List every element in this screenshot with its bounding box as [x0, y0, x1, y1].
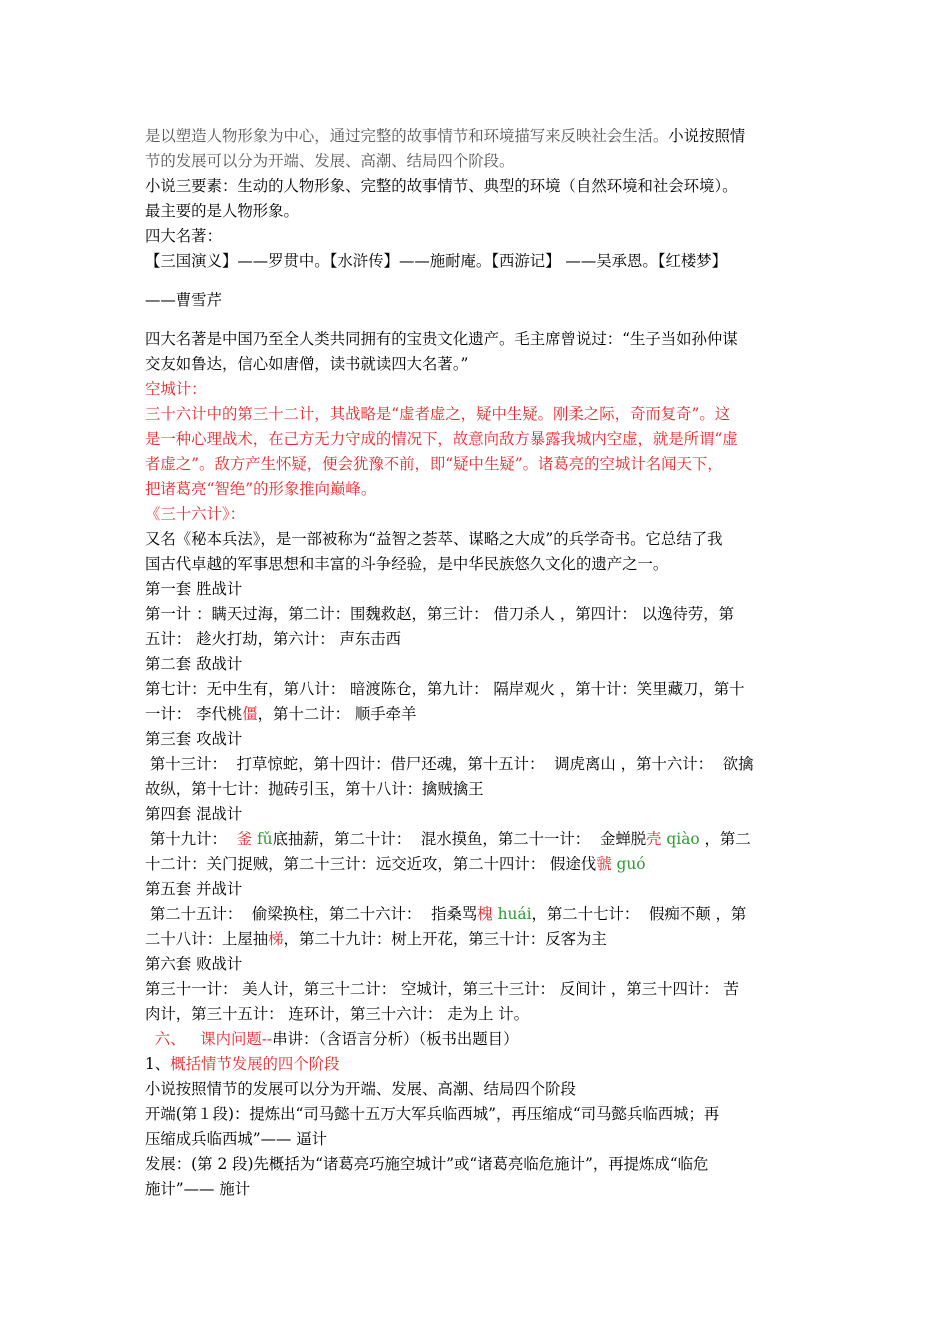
intro-line — [145, 124, 810, 149]
set-title: 第三套 攻战计 — [145, 730, 243, 748]
set-title: 第四套 混战计 — [145, 805, 243, 823]
strategy-line — [145, 852, 810, 877]
intro-line: 节的发展可以分为开端、发展、高潮、结局四个阶段。 — [145, 152, 515, 170]
strategy-line — [145, 827, 810, 852]
strategy-line: 肉计，第三十五计： 连环计，第三十六计： 走为上 计。 — [145, 1005, 530, 1023]
highlight-character: 槐 — [477, 905, 493, 923]
masterpieces-authors: ——曹雪芹 — [145, 291, 222, 309]
pinyin-annotation: huái — [492, 905, 532, 923]
strategy-text: 底抽薪，第二十计： 混水摸鱼，第二十一计： 金蝉脱 — [272, 830, 647, 848]
set-title: 第五套 并战计 — [145, 880, 243, 898]
lecture-title — [145, 1027, 810, 1052]
strategy-line: 五计： 趁火打劫，第六计： 声东击西 — [145, 630, 402, 648]
highlight-character: 梯 — [268, 930, 284, 948]
strategy-line — [145, 902, 810, 927]
kongcheng-text: 三十六计中的第三十二计，其战略是“虚者虚之，疑中生疑。刚柔之际，奇而复奇”。这 — [145, 405, 731, 423]
answer-text: 施计”—— 施计 — [145, 1180, 251, 1198]
strategy-line — [145, 927, 810, 952]
kongcheng-text: 是一种心理战术，在己方无力守成的情况下，故意向敌方暴露我城内空虚，就是所谓“虚 — [145, 430, 738, 448]
spacer — [145, 274, 810, 288]
thirtysix-description: 又名《秘本兵法》，是一部被称为“益智之荟萃、谋略之大成”的兵学奇书。它总结了我 — [145, 530, 723, 548]
kongcheng-text: 把诸葛亮“智绝”的形象推向巅峰。 — [145, 480, 377, 498]
strategy-text: 二十八计：上屋抽 — [145, 930, 269, 948]
set-title: 第一套 胜战计 — [145, 580, 243, 598]
highlight-character: 壳 — [646, 830, 662, 848]
pinyin-annotation: guó — [611, 855, 646, 873]
highlight-character: 僵 — [242, 705, 258, 723]
masterpieces-heading: 四大名著： — [145, 227, 222, 245]
intro-text: 小说按照情 — [668, 127, 746, 145]
answer-text: 小说按照情节的发展可以分为开端、发展、高潮、结局四个阶段 — [145, 1080, 576, 1098]
masterpieces-description: 交友如鲁达，信心如唐僧，读书就读四大名著。” — [145, 355, 469, 373]
strategy-line — [145, 702, 810, 727]
pinyin-annotation: fǔ — [252, 830, 273, 848]
strategy-text: 一计： 李代桃 — [145, 705, 243, 723]
highlight-character: 釜 — [236, 830, 253, 848]
strategy-text: ，第二十七计： 假痴不颠 ，第 — [531, 905, 747, 923]
kongcheng-heading: 空城计： — [145, 380, 207, 398]
strategy-line: 故纵，第十七计：抛砖引玉，第十八计：擒贼擒王 — [145, 780, 484, 798]
strategy-text: ，第二十九计：树上开花，第三十计：反客为主 — [283, 930, 607, 948]
document-body — [145, 124, 810, 1202]
pinyin-annotation: qiào — [661, 830, 700, 848]
question-heading — [145, 1052, 810, 1077]
masterpieces-authors: 【三国演义】——罗贯中。【水浒传】——施耐庵。【西游记】 ——吴承恩。【红楼梦】 — [145, 252, 728, 270]
strategy-text: 十二计：关门捉贼，第二十三计：远交近攻，第二十四计： 假途伐 — [145, 855, 597, 873]
lecture-label: 串讲：（含语言分析）（板书出题目） — [272, 1030, 519, 1048]
kongcheng-text: 者虚之”。敌方产生怀疑，便会犹豫不前，即“疑中生疑”。诸葛亮的空城计名闻天下， — [145, 455, 723, 473]
strategy-text: 第二十五计： 偷梁换柱，第二十六计： 指桑骂 — [145, 905, 478, 923]
thirtysix-heading: 《三十六计》： — [145, 505, 246, 523]
strategy-text: 第十九计： — [145, 830, 237, 848]
lecture-number: 六、 课内问题-- — [145, 1030, 273, 1048]
strategy-line: 第三十一计： 美人计，第三十二计： 空城计，第三十三计： 反间计 ，第三十四计： 苦 — [145, 980, 739, 998]
strategy-text: ，第二 — [699, 830, 751, 848]
answer-text: 发展：(第 2 段)先概括为“诸葛亮巧施空城计”或“诸葛亮临危施计”，再提炼成“临危 — [145, 1155, 709, 1173]
spacer — [145, 313, 810, 327]
strategy-line: 第十三计： 打草惊蛇，第十四计：借尸还魂，第十五计： 调虎离山 ，第十六计： 欲擒 — [145, 755, 754, 773]
masterpieces-description: 四大名著是中国乃至全人类共同拥有的宝贵文化遗产。毛主席曾说过：“生子当如孙仲谋 — [145, 330, 738, 348]
question-text: 概括情节发展的四个阶段 — [170, 1055, 340, 1073]
intro-text: 是以塑造人物形象为中心，通过完整的故事情节和环境描写来反映社会生活。 — [145, 127, 669, 145]
answer-text: 开端(第１段)：提炼出“司马懿十五万大军兵临西城”，再压缩成“司马懿兵临西城；再 — [145, 1105, 720, 1123]
intro-line: 最主要的是人物形象。 — [145, 202, 299, 220]
strategy-line: 第一计 ：瞒天过海，第二计：围魏救赵，第三计： 借刀杀人 ，第四计： 以逸待劳，第 — [145, 605, 735, 623]
set-title: 第二套 敌战计 — [145, 655, 243, 673]
answer-text: 压缩成兵临西城”—— 逼计 — [145, 1130, 328, 1148]
strategy-line: 第七计：无中生有，第八计： 暗渡陈仓，第九计： 隔岸观火 ，第十计：笑里藏刀，第十 — [145, 680, 745, 698]
thirtysix-description: 国古代卓越的军事思想和丰富的斗争经验，是中华民族悠久文化的遗产之一。 — [145, 555, 669, 573]
question-number: 1、 — [145, 1055, 171, 1073]
highlight-character: 虢 — [596, 855, 612, 873]
set-title: 第六套 败战计 — [145, 955, 243, 973]
strategy-text: ，第十二计： 顺手牵羊 — [257, 705, 417, 723]
intro-line: 小说三要素：生动的人物形象、完整的故事情节、典型的环境（自然环境和社会环境）。 — [145, 177, 738, 195]
